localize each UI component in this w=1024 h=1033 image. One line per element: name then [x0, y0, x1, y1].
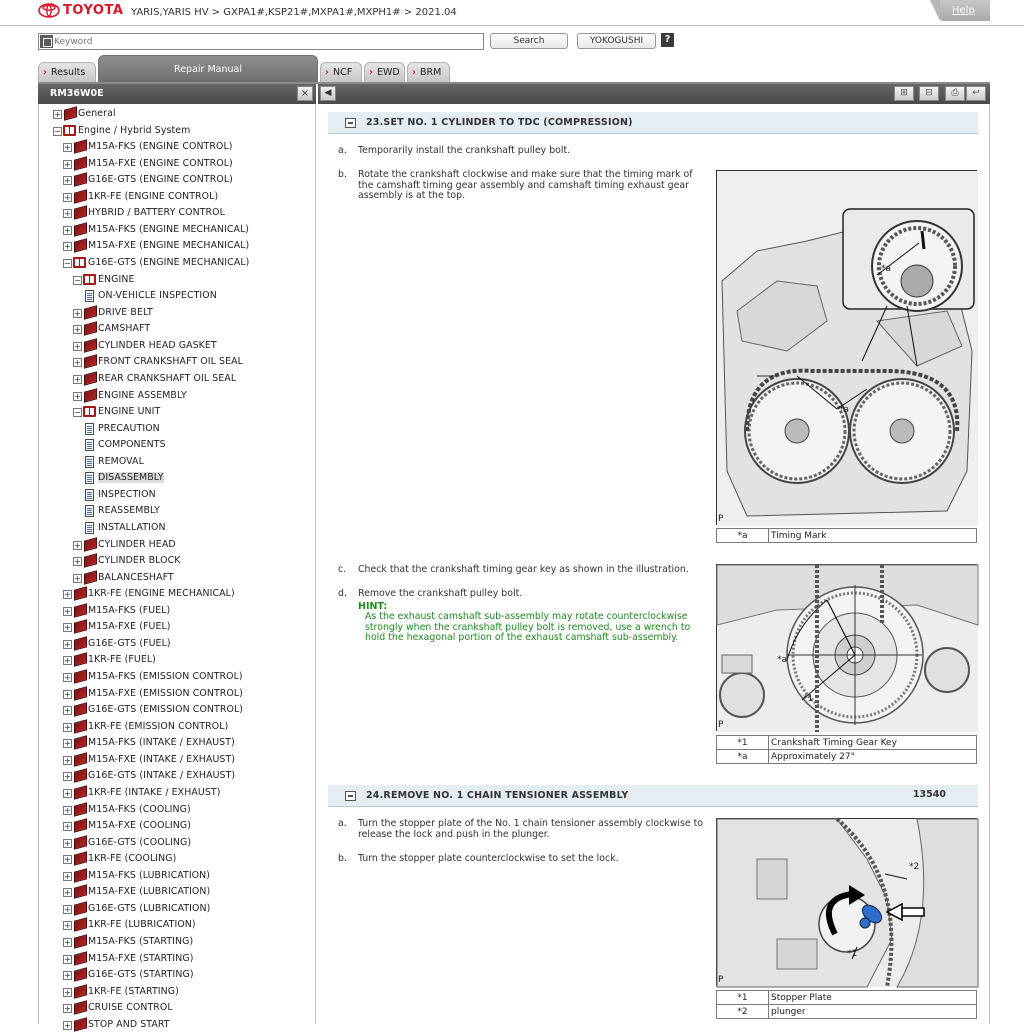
tree-item-label: PRECAUTION — [98, 422, 160, 434]
book-icon — [74, 785, 87, 799]
section-code: 13540 — [912, 789, 946, 800]
section-title: 24.REMOVE NO. 1 CHAIN TENSIONER ASSEMBLY — [366, 790, 629, 801]
tree-item-label: M15A-FKS (ENGINE MECHANICAL) — [88, 223, 250, 235]
book-icon — [74, 653, 87, 667]
back-button[interactable]: ◀ — [320, 86, 336, 101]
tree-item-label: M15A-FXE (STARTING) — [88, 952, 194, 964]
navigation-tree[interactable] — [38, 104, 316, 1030]
tree-item-label: 1KR-FE (ENGINE CONTROL) — [88, 190, 219, 202]
tree-item-label: G16E-GTS (STARTING) — [88, 969, 194, 981]
book-icon — [74, 868, 87, 882]
callout-a: *a — [777, 655, 788, 665]
tree-item-label: INSPECTION — [98, 488, 156, 500]
book-icon — [74, 934, 87, 948]
expand-icon[interactable]: + — [64, 938, 71, 947]
tree-item-label: M15A-FKS (STARTING) — [88, 936, 194, 947]
legend-row — [717, 736, 977, 750]
tree-item-label: 1KR-FE (STARTING) — [88, 985, 179, 997]
legend-value: plunger — [769, 1005, 977, 1019]
close-panel-button[interactable]: × — [297, 86, 313, 101]
tree-item-label: M15A-FXE (EMISSION CONTROL) — [88, 687, 243, 699]
tree-item-label: 1KR-FE (LUBRICATION) — [88, 919, 196, 931]
step-letter: b. — [338, 169, 347, 180]
collapse-icon[interactable]: − — [64, 259, 71, 269]
expand-icon[interactable]: + — [64, 1004, 71, 1014]
tree-item-label: BALANCESHAFT — [98, 571, 174, 583]
expand-icon[interactable]: + — [64, 871, 71, 881]
tree-item-label: CYLINDER HEAD — [98, 538, 176, 550]
toyota-emblem-icon — [38, 3, 60, 18]
tree-item-label: M15A-FXE (FUEL) — [88, 621, 171, 633]
step-letter: a. — [338, 145, 347, 156]
expand-icon[interactable]: + — [64, 987, 71, 997]
tab-ncf[interactable] — [320, 62, 362, 83]
tree-item-label: M15A-FXE (INTAKE / EXHAUST) — [88, 753, 236, 765]
book-icon — [74, 156, 87, 170]
book-icon — [74, 984, 87, 998]
print-button[interactable]: ⎙ — [945, 86, 965, 101]
book-icon — [64, 106, 77, 120]
tab-ewd[interactable] — [364, 62, 405, 83]
callout-1: *1 — [803, 694, 814, 704]
document-icon — [85, 472, 94, 484]
search-button[interactable]: Search — [490, 33, 568, 49]
expand-icon[interactable]: + — [64, 706, 71, 716]
tree-item-label: 1KR-FE (FUEL) — [88, 654, 156, 666]
help-tab[interactable] — [940, 0, 990, 21]
book-icon — [74, 736, 87, 750]
expand-icon[interactable]: + — [64, 242, 71, 252]
collapse-icon[interactable] — [345, 791, 356, 801]
keyword-options-icon[interactable] — [40, 35, 53, 48]
expand-icon[interactable]: + — [74, 391, 81, 401]
expand-icon[interactable]: + — [64, 689, 71, 699]
tab-arrow-icon: › — [43, 67, 47, 78]
tree-item-label: M15A-FXE (LUBRICATION) — [88, 886, 211, 898]
book-icon — [74, 636, 87, 650]
figure3-legend — [716, 990, 977, 1019]
book-icon — [74, 239, 87, 253]
step-text: Remove the crankshaft pulley bolt. — [358, 588, 523, 599]
tree-item-label: G16E-GTS (ENGINE MECHANICAL) — [88, 257, 250, 269]
tree-item-label: 1KR-FE (ENGINE MECHANICAL) — [88, 588, 235, 600]
figure-p-label: P — [718, 975, 724, 985]
step-letter: a. — [338, 818, 347, 829]
step-letter: d. — [338, 588, 347, 599]
tree-item-label: G16E-GTS (COOLING) — [88, 836, 192, 848]
section-title: 23.SET NO. 1 CYLINDER TO TDC (COMPRESSION) — [366, 117, 633, 128]
expand-icon[interactable]: + — [64, 921, 71, 931]
step-text: Check that the crankshaft timing gear key as shown in the illustration. — [358, 564, 689, 575]
book-icon — [74, 1000, 87, 1014]
tree-item-label: ENGINE ASSEMBLY — [98, 389, 187, 401]
tree-item-label: M15A-FKS (LUBRICATION) — [88, 869, 211, 881]
expand-icon[interactable]: + — [64, 954, 71, 964]
tree-item-label: REAR CRANKSHAFT OIL SEAL — [98, 372, 237, 384]
book-icon — [84, 371, 97, 385]
help-link[interactable]: Help — [952, 5, 975, 16]
callout-a-bottom: *a — [839, 405, 850, 415]
expand-icon[interactable]: + — [54, 110, 61, 119]
book-icon — [74, 752, 87, 766]
tree-item-label: STOP AND START — [88, 1018, 170, 1030]
expand-icon[interactable]: + — [64, 722, 71, 732]
expand-icon[interactable]: + — [64, 788, 71, 798]
yokogushi-button[interactable]: YOKOGUSHI — [577, 33, 656, 49]
keyword-input[interactable] — [54, 34, 482, 49]
step-letter: b. — [338, 853, 347, 864]
book-icon — [74, 885, 87, 899]
help-question-icon[interactable]: ? — [661, 33, 674, 47]
tree-item-label: M15A-FKS (COOLING) — [88, 803, 191, 815]
content-pane — [318, 104, 990, 1024]
collapse-icon[interactable]: − — [54, 126, 61, 136]
return-button[interactable]: ↩ — [966, 86, 986, 101]
expand-icon[interactable]: + — [64, 590, 71, 600]
tree-item-label: Engine / Hybrid System — [78, 124, 191, 136]
tree-item-label: DISASSEMBLY — [98, 472, 164, 484]
expand-icon[interactable]: + — [64, 772, 71, 782]
tree-item-label: CYLINDER HEAD GASKET — [98, 339, 217, 351]
tab-arrow-icon: › — [412, 67, 416, 78]
expand-icon[interactable]: + — [74, 341, 81, 351]
tree-item-label: FRONT CRANKSHAFT OIL SEAL — [98, 356, 243, 368]
book-icon — [84, 322, 97, 336]
book-icon — [74, 586, 87, 600]
book-icon — [74, 603, 87, 617]
tab-arrow-icon: › — [325, 67, 329, 78]
tree-item-label: CRUISE CONTROL — [88, 1002, 173, 1014]
tree-item-label: CYLINDER BLOCK — [98, 555, 181, 567]
tree-item-label: M15A-FXE (COOLING) — [88, 820, 192, 832]
step-text: Temporarily install the crankshaft pulley bolt. — [358, 145, 571, 156]
book-icon — [74, 818, 87, 832]
book-icon — [74, 702, 87, 716]
legend-key: *2 — [717, 1005, 769, 1019]
book-icon — [74, 901, 87, 915]
hint-label: HINT: — [358, 601, 388, 612]
legend-key: *a — [717, 529, 769, 543]
logo-text: TOYOTA — [63, 3, 124, 18]
tree-item-label: G16E-GTS (EMISSION CONTROL) — [88, 704, 244, 716]
tree-item-label: G16E-GTS (LUBRICATION) — [88, 902, 211, 914]
expand-icon[interactable]: + — [64, 209, 71, 219]
app-header — [0, 0, 1024, 26]
book-icon — [84, 305, 97, 319]
expand-icon[interactable]: + — [64, 606, 71, 616]
expand-icon[interactable]: + — [64, 838, 71, 848]
figure2-legend — [716, 735, 977, 764]
step-text: Turn the stopper plate counterclockwise to set the lock. — [358, 853, 619, 864]
legend-row — [717, 1005, 977, 1019]
book-icon — [74, 918, 87, 932]
figure1-legend — [716, 528, 977, 543]
book-icon — [74, 669, 87, 683]
keyword-field[interactable] — [38, 33, 484, 50]
content-toolbar — [318, 84, 990, 104]
hint-text: As the exhaust camshaft sub-assembly may rotate counterclockwise strongly when the crankshaft pulley bolt is removed, use a wrench to hold the hexagonal portion of the exhaust camshaft sub-assembly. — [365, 611, 691, 643]
legend-value: Crankshaft Timing Gear Key — [769, 736, 977, 750]
expand-icon[interactable]: + — [64, 656, 71, 666]
document-icon — [85, 439, 94, 451]
document-icon — [85, 489, 94, 501]
book-icon — [74, 686, 87, 700]
expand-all-button[interactable]: ⊞ — [894, 86, 914, 101]
expand-icon[interactable]: + — [64, 971, 71, 981]
collapse-icon[interactable]: − — [74, 275, 81, 285]
legend-row — [717, 991, 977, 1005]
tab-results[interactable] — [38, 62, 96, 83]
document-icon — [85, 290, 94, 302]
expand-icon[interactable]: + — [74, 308, 81, 318]
expand-icon[interactable]: + — [64, 888, 71, 898]
document-icon — [85, 423, 94, 435]
left-panel-title: RM36W0E — [38, 84, 316, 104]
open-book-icon — [83, 406, 96, 417]
open-book-icon — [83, 274, 96, 285]
expand-icon[interactable]: + — [64, 755, 71, 765]
tab-label: Repair Manual — [174, 64, 242, 75]
step-text: Rotate the crankshaft clockwise and make sure that the timing mark of the camshaft timing gear assembly and camshaft timing exhaust gear assembly is at the top. — [358, 169, 693, 201]
breadcrumb[interactable]: YARIS,YARIS HV > GXPA1#,KSP21#,MXPA1#,MXPH1# > 2021.04 — [131, 7, 457, 18]
chain-tensioner-illustration — [716, 818, 977, 986]
expand-icon[interactable]: + — [64, 159, 71, 169]
collapse-all-button[interactable]: ⊟ — [919, 86, 939, 101]
collapse-icon[interactable] — [345, 118, 356, 128]
book-icon — [74, 835, 87, 849]
document-icon — [85, 505, 94, 517]
crankshaft-key-illustration — [716, 564, 977, 731]
book-icon — [74, 222, 87, 236]
expand-icon[interactable]: + — [64, 904, 71, 914]
step-text: Turn the stopper plate of the No. 1 chain tensioner assembly clockwise to release the lock and push in the plunger. — [358, 818, 704, 840]
expand-icon[interactable]: + — [64, 143, 71, 153]
book-icon — [74, 620, 87, 634]
book-icon — [74, 802, 87, 816]
toyota-logo[interactable] — [38, 3, 123, 18]
expand-icon[interactable]: + — [64, 1020, 71, 1030]
tree-item-label: M15A-FXE (ENGINE CONTROL) — [88, 157, 233, 169]
tab-label: EWD — [377, 67, 400, 78]
tree-item-label: DRIVE BELT — [98, 306, 153, 318]
section-23-header[interactable] — [328, 112, 978, 134]
expand-icon[interactable]: + — [74, 374, 81, 384]
book-icon — [74, 769, 87, 783]
tab-label: BRM — [420, 67, 442, 78]
tab-label: Results — [51, 67, 86, 78]
tree-item-label: ENGINE UNIT — [98, 406, 161, 418]
expand-icon[interactable]: + — [64, 739, 71, 749]
legend-key: *1 — [717, 736, 769, 750]
figure-p-label: P — [718, 514, 724, 524]
expand-icon[interactable]: + — [74, 358, 81, 368]
expand-icon[interactable]: + — [64, 176, 71, 186]
tree-item-label: M15A-FXE (ENGINE MECHANICAL) — [88, 240, 250, 252]
book-icon — [74, 172, 87, 186]
book-icon — [84, 537, 97, 551]
book-icon — [74, 139, 87, 153]
tree-item-label: COMPONENTS — [98, 439, 166, 451]
tab-arrow-icon: › — [369, 67, 373, 78]
book-icon — [74, 851, 87, 865]
legend-value: Stopper Plate — [769, 991, 977, 1005]
book-icon — [84, 355, 97, 369]
callout-a-top: *a — [881, 264, 892, 274]
open-book-icon — [73, 257, 86, 268]
collapse-icon[interactable]: − — [74, 408, 81, 418]
expand-icon[interactable]: + — [74, 557, 81, 567]
book-icon — [74, 206, 87, 220]
expand-icon[interactable]: + — [74, 573, 81, 583]
legend-row — [717, 750, 977, 764]
book-icon — [84, 338, 97, 352]
document-icon — [85, 456, 94, 468]
expand-icon[interactable]: + — [64, 623, 71, 633]
figure-p-label: P — [718, 720, 724, 730]
legend-value: Timing Mark — [769, 529, 977, 543]
legend-value: Approximately 27° — [769, 750, 977, 764]
expand-icon[interactable]: + — [64, 822, 71, 832]
callout-1: *1 — [847, 949, 858, 959]
book-icon — [84, 388, 97, 402]
tree-item-label: G16E-GTS (FUEL) — [88, 637, 171, 649]
expand-icon[interactable]: + — [64, 855, 71, 865]
legend-key: *1 — [717, 991, 769, 1005]
callout-2: *2 — [909, 862, 920, 872]
tree-item-label: 1KR-FE (COOLING) — [88, 853, 177, 865]
book-icon — [84, 570, 97, 584]
tree-item-label: General — [78, 108, 116, 119]
book-icon — [74, 189, 87, 203]
tree-item-label: M15A-FKS (FUEL) — [88, 604, 171, 616]
tree-item-label: M15A-FKS (INTAKE / EXHAUST) — [88, 737, 235, 749]
legend-key: *a — [717, 750, 769, 764]
book-icon — [74, 1017, 87, 1031]
tree-item-label: ON-VEHICLE INSPECTION — [98, 290, 217, 302]
expand-icon[interactable]: + — [64, 639, 71, 649]
book-icon — [74, 951, 87, 965]
tab-repair-manual[interactable] — [98, 55, 318, 83]
book-icon — [84, 553, 97, 567]
tree-item-label: M15A-FKS (EMISSION CONTROL) — [88, 671, 243, 683]
document-icon — [85, 522, 94, 534]
tree-item-label: REASSEMBLY — [98, 505, 160, 517]
tree-item-label: INSTALLATION — [98, 522, 166, 533]
engine-timing-drawing — [717, 171, 978, 526]
tree-item-label: REMOVAL — [98, 455, 144, 467]
tree-item-label: CAMSHAFT — [98, 323, 151, 335]
chain-tensioner-drawing — [717, 819, 978, 987]
expand-icon[interactable]: + — [64, 673, 71, 683]
tree-item-label: G16E-GTS (INTAKE / EXHAUST) — [88, 770, 236, 782]
book-icon — [74, 719, 87, 733]
tab-brm[interactable] — [407, 62, 450, 83]
expand-icon[interactable]: + — [74, 325, 81, 335]
legend-row — [717, 529, 977, 543]
tree-item-label: 1KR-FE (INTAKE / EXHAUST) — [88, 786, 221, 798]
tree-item-label: 1KR-FE (EMISSION CONTROL) — [88, 720, 229, 732]
tree-item-label: HYBRID / BATTERY CONTROL — [88, 207, 225, 219]
book-icon — [74, 967, 87, 981]
timing-mark-illustration — [716, 170, 977, 525]
tree-item-label: M15A-FKS (ENGINE CONTROL) — [88, 141, 233, 153]
tab-label: NCF — [333, 67, 353, 78]
expand-icon[interactable]: + — [64, 225, 71, 235]
tree-item-label: ENGINE — [98, 273, 135, 285]
expand-icon[interactable]: + — [64, 805, 71, 815]
tree-item-label: G16E-GTS (ENGINE CONTROL) — [88, 174, 233, 186]
step-letter: c. — [338, 564, 347, 575]
open-book-icon — [63, 125, 76, 136]
section-24-header[interactable] — [328, 785, 978, 807]
crankshaft-gear-drawing — [717, 565, 978, 732]
expand-icon[interactable]: + — [64, 192, 71, 202]
expand-icon[interactable]: + — [74, 540, 81, 550]
